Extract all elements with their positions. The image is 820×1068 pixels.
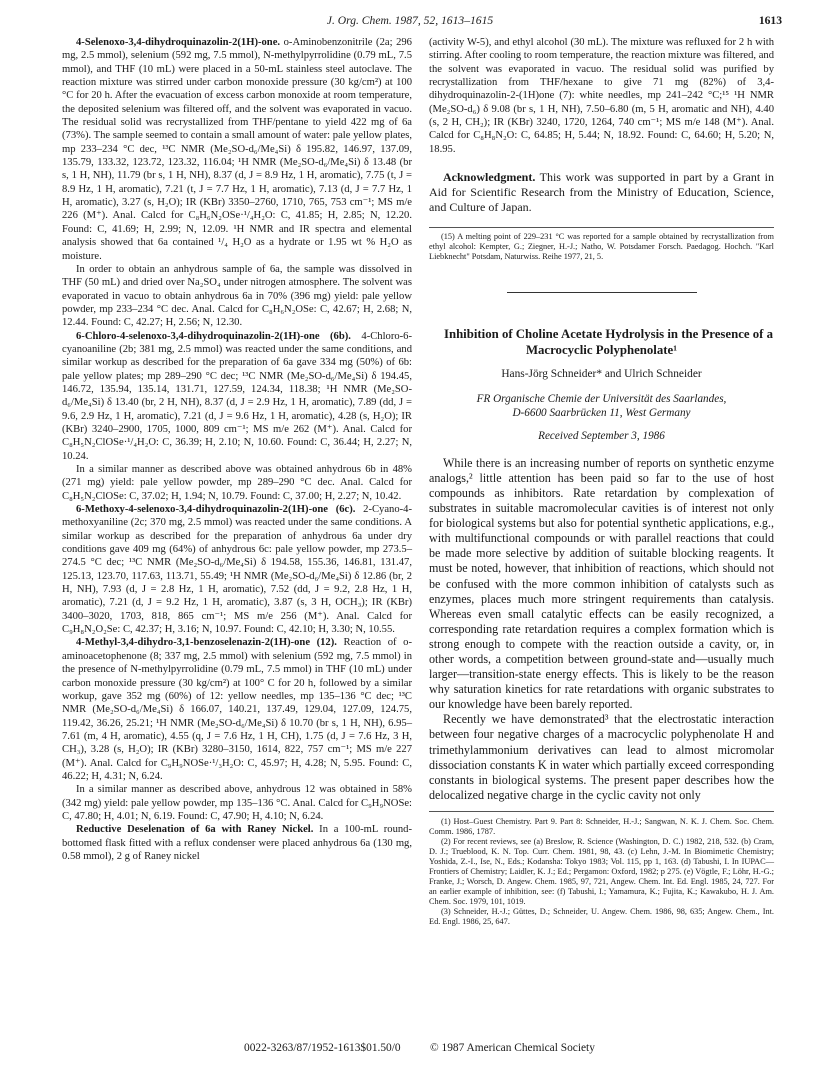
footnote-15: (15) A melting point of 229–231 °C was reported for a sample obtained by recrystallization from ethyl alcohol: Kempter, G.; Ziegner, H.-J.; Natho, W. Potsdamer Forsch. Paedagog. Hochch. "Karl Liebknecht" Potsdam, Naturwiss. Reihe 1977, 21, 5.: [429, 232, 774, 262]
compound-heading-6b: 6-Chloro-4-selenoxo-3,4-dihydroquinazolin-2(1H)-one (6b).: [76, 330, 351, 342]
compound-heading-6c: 6-Methoxy-4-selenoxo-3,4-dihydroquinazolin-2(1H)-one (6c).: [76, 504, 356, 516]
paragraph-continuation: (activity W-5), and ethyl alcohol (30 mL). The mixture was refluxed for 2 h with stirring. After cooling to room temperature, the reaction mixture was filtered, and the solvent was evaporated in vacuo. The residual solid was purified by recrystallization from THF/hexane to give 71 mg (82%) of 3,4-dihydroquinazolin-2-(1H)one (7): white needles, mp 241–242 °C;¹⁵ ¹H NMR (Me₂SO-d₆) δ 9.08 (br s, 1 H, NH), 7.50–6.80 (m, 5 H, aromatic and NH), 4.40 (s, 2 H, CH₂); IR (KBr) 3240, 1720, 1264, 740 cm⁻¹; MS m/e 148 (M⁺). Anal. Calcd for C₈H₈N₂O: C, 64.85; H, 5.44; N, 18.92. Found: C, 64.60; H, 5.20; N, 18.95.: [429, 37, 774, 155]
compound-heading-12: 4-Methyl-3,4-dihydro-3,1-benzoselenazin-2(1H)-one (12).: [76, 637, 337, 649]
article-separator-rule: [507, 292, 697, 293]
paragraph-text: 2-Cyano-4-methoxyaniline (2c; 370 mg, 2.5 mmol) was reacted under the same conditions. A similar workup as described for the preparation of anhydrous 6a under dry conditions gave 409 mg (64%) of anhydrous 6c: pale yellow powder, mp 273.5–274.5 °C dec; ¹³C NMR (Me₂SO-d₆/Me₄Si) δ 194.58, 155.36, 146.81, 131.47, 125.13, 123.70, 117.63, 113.71, 55.49; ¹H NMR (Me₂SO-d₆/Me₄Si) δ 12.86 (br, 2 H, NH), 7.93 (d, J = 2.8 Hz, 1 H, aromatic), 7.52 (dd, J = 9.2, 2.8 Hz, 1 H, aromatic), 7.21 (d, J = 9.2 Hz, 1 H, aromatic), 3.87 (s, 3 H, OCH₃); IR (KBr) 3400–3020, 1703, 818, 865 cm⁻¹; MS m/e 256 (M⁺). Anal. Calcd for C₉H₈N₂O₂Se: C, 42.37; H, 3.16; N, 10.97. Found: C, 42.10; H, 3.30; N, 10.55.: [62, 504, 412, 636]
paragraph-deselenation: [62, 823, 412, 863]
footnote-2: (2) For recent reviews, see (a) Breslow, R. Science (Washington, D. C.) 1982, 218, 532. (b) Cram, D. J.; Trueblood, K. N. Top. Curr. Chem. 1981, 98, 43. (c) Lehn, J.-M. In Biomimetic Chemistry; Yoshida, Z.-I., Ise, N., Eds.; Kodansha: Tokyo 1983; Vol. 115, pp 1, 163. (d) Tabushi, I. In IUPAC—Frontiers of Chemistry; Laidler, K. J.; Ed.; Pergamon: Oxford, 1982; p 275. (e) Vögtle, F.; Löhr, H.-G.; Franke, J.; Worsch, D. Angew. Chem. 1985, 97, 721, Angew. Chem. Int. Ed. Engl. 1985, 24, 727. For an earlier example of inhibition, see: (f) Tabushi, I.; Yamamura, K.; Fujita, K.; Kawakubo, H. J. Am. Chem. Soc. 1979, 101, 1019.: [429, 836, 774, 906]
affiliation-line: FR Organische Chemie der Universität des Saarlandes,: [476, 393, 727, 406]
acknowledgment: [429, 170, 774, 215]
paragraph-6b: [62, 330, 412, 463]
article-title: Inhibition of Choline Acetate Hydrolysis in the Presence of a Macrocyclic Polyphenolate¹: [443, 327, 774, 357]
paragraph-text: 4-Chloro-6-cyanoaniline (2b; 381 mg, 2.5 mmol) was reacted under the same conditions, and similar workup as described for the preparation of 6a gave 334 mg (50%) of 6b: pale yellow plates; mp 289–290 °C dec; ¹³C NMR (Me₂SO-d₆/Me₄Si) δ 194.45, 146.72, 135.94, 135.14, 131.71, 127.59, 124.34, 118.38; ¹H NMR (Me₂SO-d₆/Me₄Si) δ 13.40 (br, 2 H, NH), 8.37 (d, J = 2.9 Hz, 1 H, aromatic), 7.89 (dd, J = 9.6, 2.9 Hz, 1 H, aromatic), 7.21 (d, J = 9.6 Hz, 1 H, aromatic), 4.28 (s, H₂O); IR (KBr) 3240–2900, 1705, 1000, 809 cm⁻¹; MS m/e 262 (M⁺). Anal. Calcd for C₈H₅N₂ClOSe·¹/₄H₂O: C, 36.39; H, 2.10; N, 10.60. Found: C, 36.44; H, 2.27; N, 10.24.: [62, 330, 412, 462]
paragraph-anhydrous-6b: In a similar manner as described above was obtained anhydrous 6b in 48% (271 mg) yield: pale yellow powder, mp 289–290 °C dec. Anal. Calcd for C₈H₅N₂ClOSe: C, 37.02; H, 1.94; N, 10.79. Found: C, 37.00; H, 2.27; N, 10.42.: [62, 464, 412, 502]
acknowledgment-text: This work was supported in part by a Grant in Aid for Scientific Research from the Ministry of Education, Science, and Culture of Japan.: [429, 170, 774, 215]
paragraph-text: Reaction of o-aminoacetophenone (8; 337 mg, 2.5 mmol) with selenium (592 mg, 7.5 mmol) in the presence of N-methylpyrrolidine (0.79 mL, 7.5 mmol) in THF (10 mL) under carbon monoxide pressure (30 kg/cm²) at 100° C for 20 h, followed by a similar workup, gave 352 mg (60%) of 12: yellow needles, mp 135–136 °C dec; ¹³C NMR (Me₂SO-d₆/Me₄Si) δ 166.07, 140.21, 137.49, 129.04, 127.09, 124.75, 119.42, 36.26, 25.21; ¹H NMR (Me₂SO-d₆/Me₄Si) δ 10.70 (br s, 1 H, NH), 6.95–7.61 (m, 4 H, aromatic), 4.55 (q, J = 7.6 Hz, 1 H, CH), 1.75 (d, J = 7.6 Hz, 3 H, CH₃), 3.28 (s, H₂O); IR (KBr) 3280–3150, 1614, 822, 757 cm⁻¹; MS m/e 227 (M⁺). Anal. Calcd for C₉H₉NOSe·¹/₃H₂O: C, 45.97; H, 4.28; N, 5.95. Found: C, 46.22; H, 4.31; N, 6.24.: [62, 637, 412, 782]
paragraph-6a: [62, 36, 412, 263]
left-column: [62, 36, 412, 863]
paragraph-12: [62, 636, 412, 783]
page-number: 1613: [758, 14, 782, 27]
paragraph-anhydrous-6a: In order to obtain an anhydrous sample of 6a, the sample was dissolved in THF (50 mL) and dried over Na₂SO₄ under nitrogen atmosphere. The solvent was evaporated in vacuo to obtain anhydrous 6a in 70% (396 mg) yield: pale yellow powder, mp 233–234 °C dec. Anal. Calcd for C₈H₆N₂OSe: C, 42.67; H, 2.68; N, 12.44. Found: C, 42.27; H, 2.56; N, 12.30.: [62, 263, 412, 329]
body-paragraph: While there is an increasing number of reports on synthetic enzyme analogs,² little attention has been paid so far to the use of host compounds as inhibitors. Rate retardation by complexation of substrates in suitable macromolecular cavities is of interest not only for biological systems but also for potential synthetic applications, e.g., with multifunctional compounds or with parallel reactions that could be made more selective by addition of suitable blocking reagents. It must be noted, however, that inhibition of reactions, which should not be confused with the more common inhibition of catalysts such as enzymes, places much more stringent requirements than catalysis. Whereas even small catalytic effects can be easily recognized, a corresponding rate retardation requires a complex formation which is strong enough to compete with the reaction outside a cavity, or, in other words, a competition between ground-state and—usually much larger—transition-state energy effects. This is likely to be the reason why saturation kinetics for rate retardations with organic substrates to our knowledge have been barely reported.: [429, 455, 774, 712]
paragraph-text: In a 100-mL round-bottomed flask fitted with a reflux condenser were placed anhydrous 6a (130 mg, 0.58 mmol), 2 g of Raney nickel: [62, 824, 413, 862]
issn-code: 0022-3263/87/1952-1613$01.50/0: [244, 1042, 401, 1054]
body-paragraph: Recently we have demonstrated³ that the electrostatic interaction between four negative charges of a macrocyclic polyphenolate H and trimethylammonium derivatives can lead to almost micromolar dissociation constants K in water which partially exceed corresponding constants in biological systems. The present paper describes how the delocalized negative charge in the cyclic cavity not only: [429, 712, 774, 802]
paragraph-text: o-Aminobenzonitrile (2a; 296 mg, 2.5 mmol), selenium (592 mg, 7.5 mmol), N-methylpyrrolidine (0.79 mL, 7.5 mmol), and THF (10 mL) were placed in a 50-mL stainless steel autoclave. The reaction mixture was stirred under carbon monoxide pressure (30 kg/cm²) at 100 °C for 20 h. After the evacuation of excess carbon monoxide at room temperature, the deposited selenium was filtered off, and the solvent was evaporated in vacuo. The residual solid was recrystallized from THF/pentane to yield 422 mg of 6a (73%). The sample seemed to contain a small amount of water: pale yellow plates, mp 233–234 °C dec, ¹³C NMR (Me₂SO-d₆/Me₄Si) δ 195.82, 146.97, 137.09, 135.79, 133.32, 123.72, 123.32, 116.04; ¹H NMR (Me₂SO-d₆/Me₄Si) δ 13.48 (br s, 1 H, NH), 11.79 (br s, 1 H, NH), 8.37 (d, J = 8.9 Hz, 1 H, aromatic), 7.75 (t, J = 8.9 Hz, 1 H, aromatic), 7.21 (t, J = 7.7 Hz, 1 H, aromatic), 7.13 (d, J = 7.7 Hz, 1 H, aromatic), 3.27 (s, H₂O); IR (KBr) 3350–2760, 1710, 765, 753 cm⁻¹; MS m/e 226 (M⁺). Anal. Calcd for C₈H₆N₂OSe·¹/₄H₂O: C, 41.85; H, 2.85; N, 12.20. Found: C, 41.69; H, 2.99; N, 12.09. ¹H NMR and IR spectra and elemental analysis showed that 6a contained ¹/₄ H₂O as a hydrate or 1.95 wt % H₂O as moisture.: [62, 37, 412, 262]
copyright-notice: © 1987 American Chemical Society: [430, 1042, 595, 1054]
running-head: J. Org. Chem. 1987, 52, 1613–1615: [326, 14, 494, 27]
footnote-3: (3) Schneider, H.-J.; Güttes, D.; Schneider, U. Angew. Chem. 1986, 98, 635; Angew. Chem., Int. Ed. Engl. 1986, 25, 647.: [429, 906, 774, 926]
acknowledgment-heading: Acknowledgment.: [443, 170, 536, 185]
article-authors: Hans-Jörg Schneider* and Ulrich Schneider: [501, 368, 702, 381]
compound-heading-6a: 4-Selenoxo-3,4-dihydroquinazolin-2(1H)-one.: [76, 37, 281, 48]
footnote-divider: [429, 227, 774, 228]
procedure-heading: Reductive Deselenation of 6a with Raney Nickel.: [76, 824, 314, 836]
footnote-1: (1) Host–Guest Chemistry. Part 9. Part 8: Schneider, H.-J.; Sangwan, N. K. J. Chem. Soc. Chem. Comm. 1986, 1787.: [429, 816, 774, 836]
right-column: [429, 36, 774, 927]
article-affiliation: [429, 393, 774, 420]
footnote-divider: [429, 811, 774, 812]
affiliation-line: D-6600 Saarbrücken 11, West Germany: [512, 406, 691, 419]
received-date: Received September 3, 1986: [538, 430, 665, 443]
paragraph-anhydrous-12: In a similar manner as described above, anhydrous 12 was obtained in 58% (342 mg) yield: pale yellow powder, mp 135–136 °C. Anal. Calcd for C₉H₉NOSe: C, 47.80; H, 4.01; N, 6.19. Found: C, 47.90; H, 4.10; N, 6.24.: [62, 784, 412, 822]
paragraph-6c: [62, 503, 412, 636]
